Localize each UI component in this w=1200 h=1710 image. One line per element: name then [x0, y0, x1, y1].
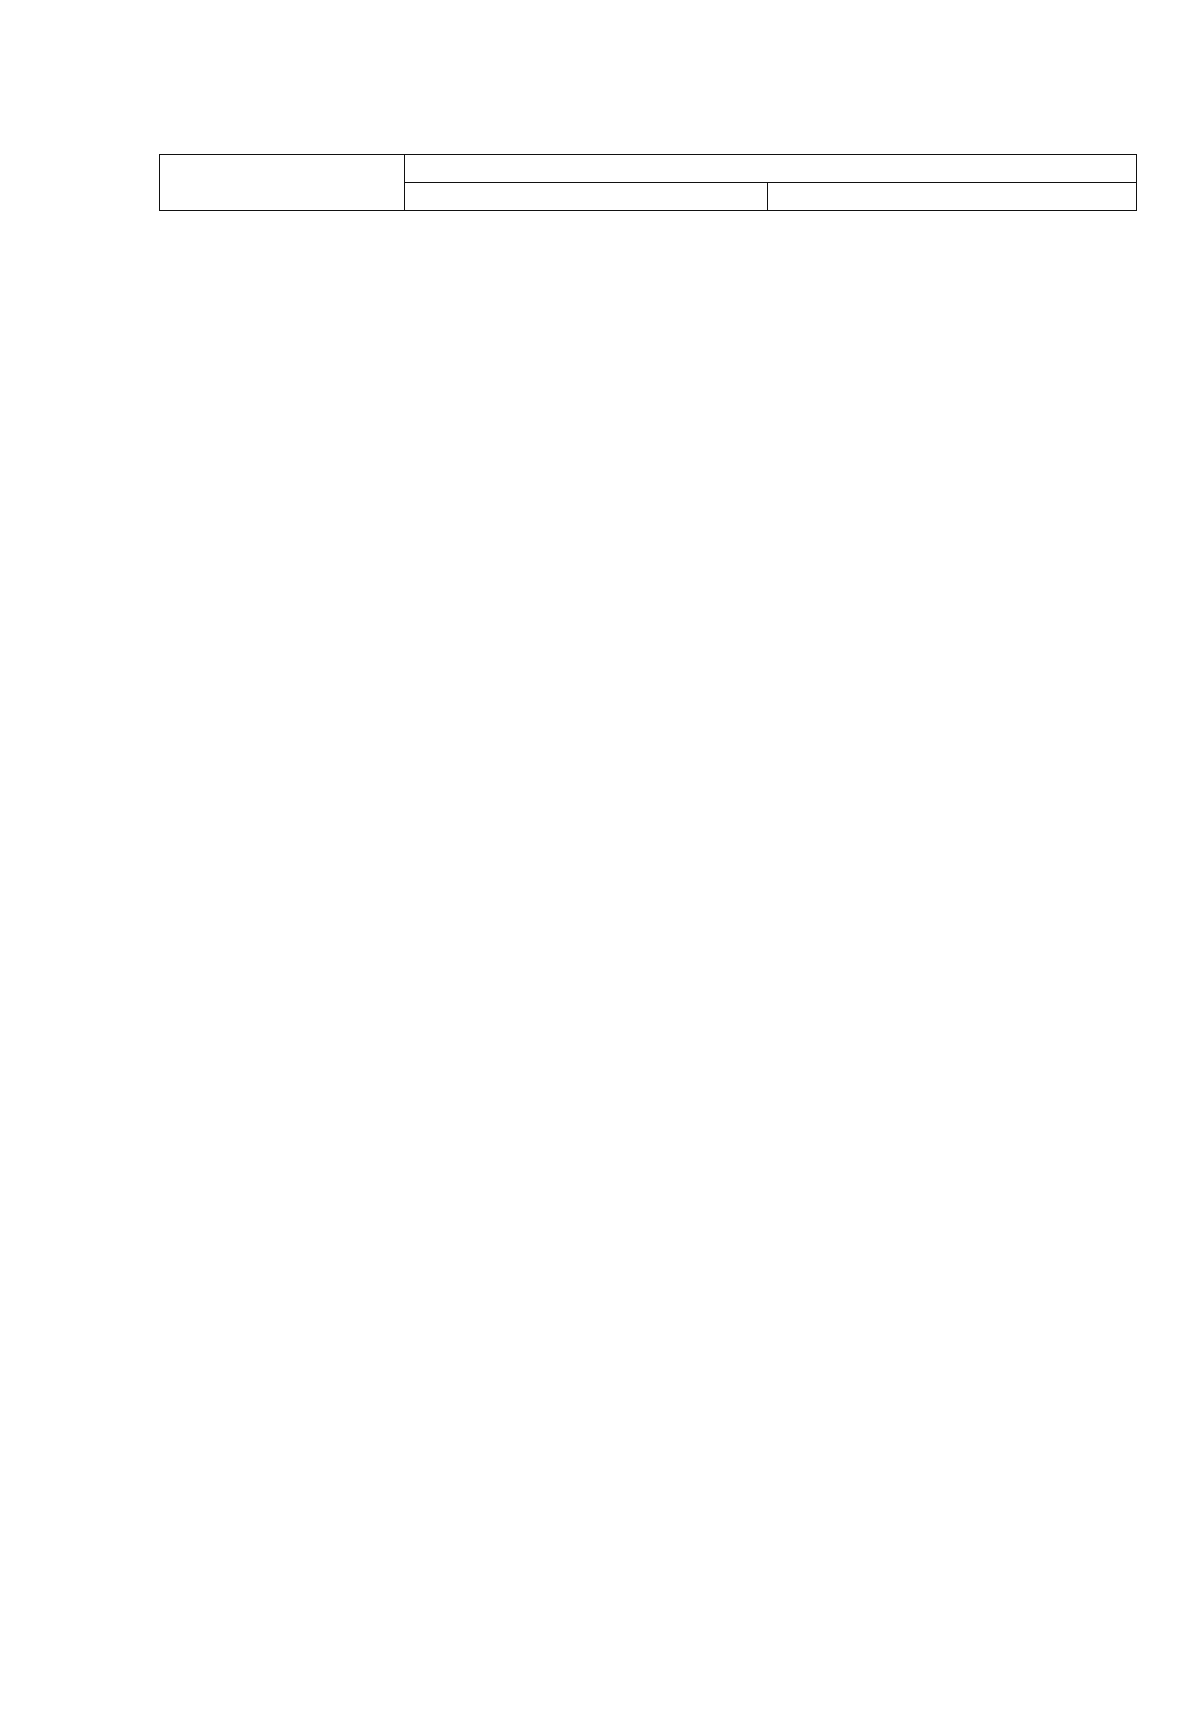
header-point-number — [160, 155, 405, 211]
header-coordinates — [405, 155, 1137, 183]
document-body — [165, 120, 1140, 211]
header-x — [405, 183, 768, 211]
header-y — [768, 183, 1137, 211]
coordinates-table — [159, 154, 1137, 211]
